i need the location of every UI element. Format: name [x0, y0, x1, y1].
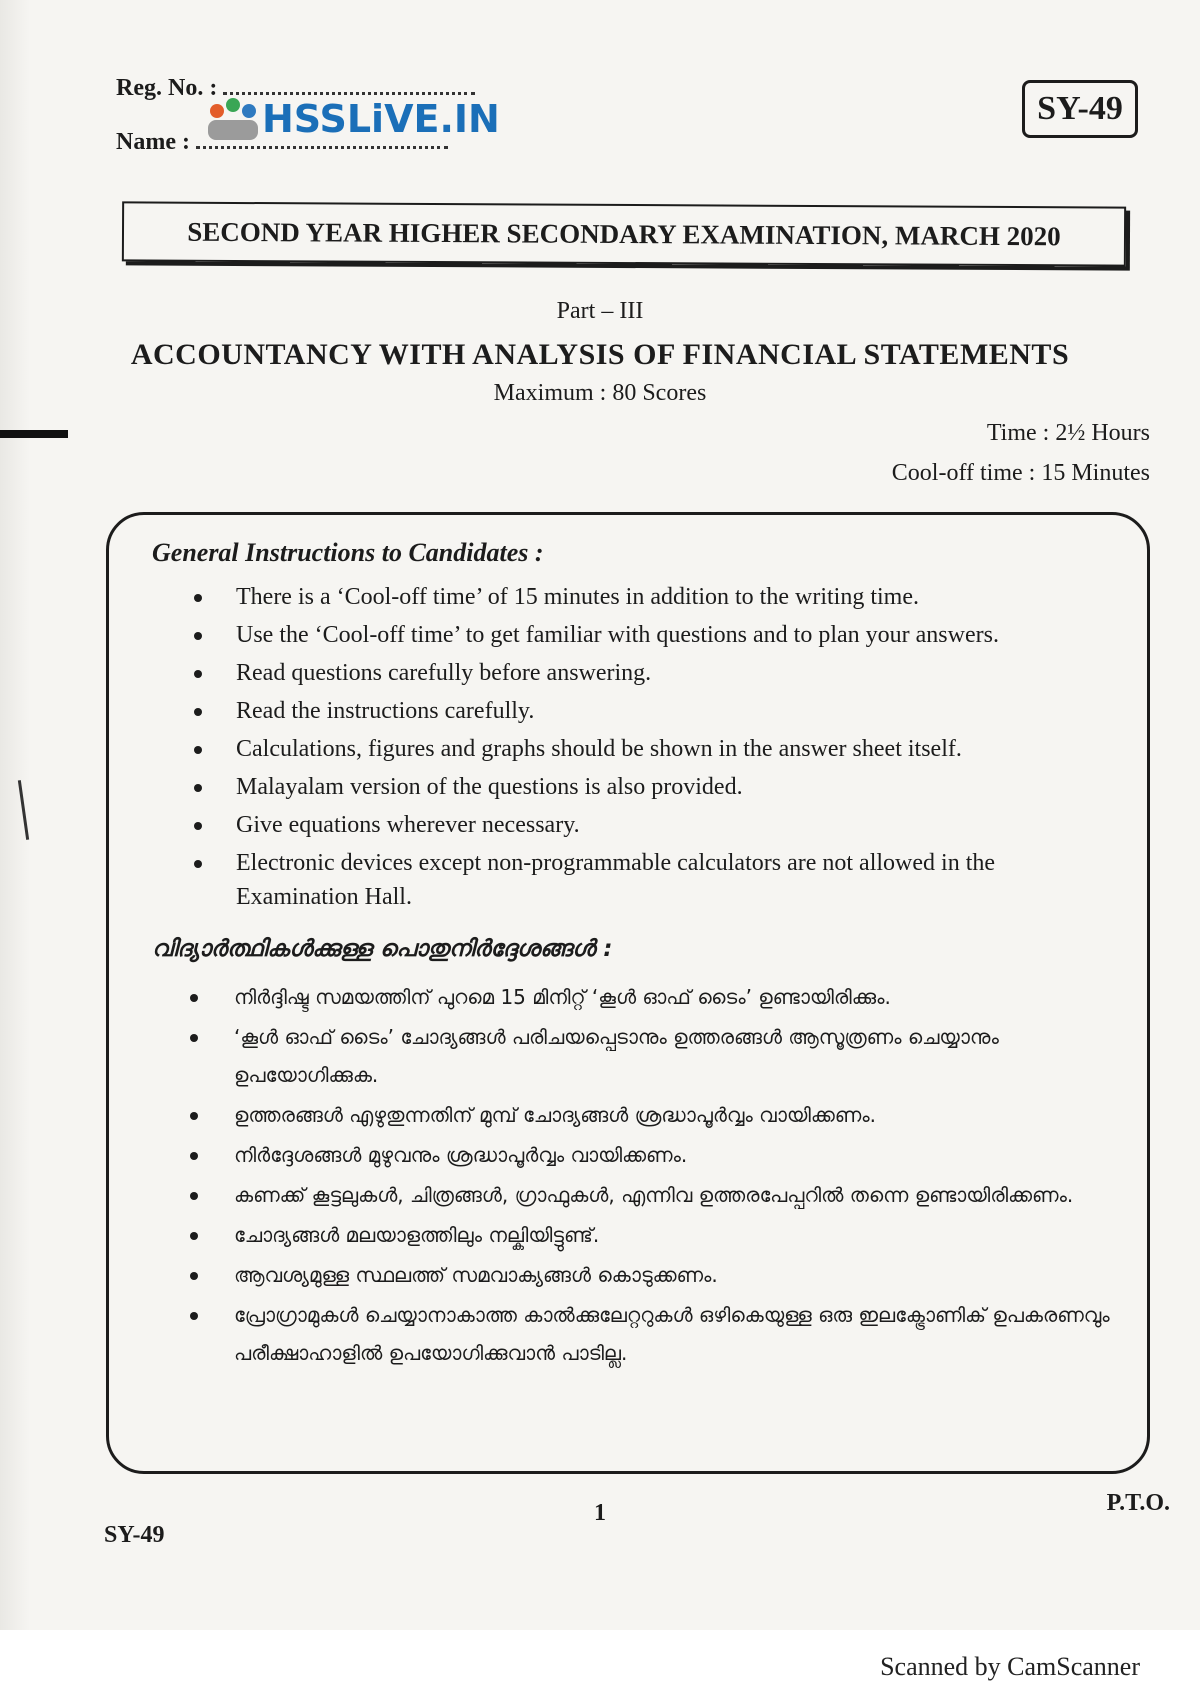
- bullet-icon: [194, 594, 202, 602]
- scan-mark: [0, 430, 68, 438]
- bullet-icon: [190, 1272, 198, 1280]
- bullet-icon: [194, 860, 202, 868]
- instruction-item-ml: പ്രോഗ്രാമുകൾ ചെയ്യാനാകാത്ത കാൽക്കുലേറ്ററുകൾ ഒഴികെയുള്ള ഒരു ഇലക്ട്രോണിക് ഉപകരണവും പരീക്ഷാഹാളിൽ ഉപയോഗിക്കുവാൻ പാടില്ല.: [186, 1296, 1122, 1372]
- reg-number-label: Reg. No. :: [116, 75, 218, 101]
- instruction-item-ml: നിർദ്ദിഷ്ട സമയത്തിന് പുറമെ 15 മിനിറ്റ് ‘കൂൾ ഓഫ് ടൈം’ ഉണ്ടായിരിക്കും.: [186, 978, 1122, 1016]
- exam-time: Time : 2½ Hours: [986, 420, 1150, 446]
- paper-edge-shadow: [0, 0, 30, 1698]
- paper-code-badge: SY-49: [1022, 80, 1138, 138]
- instruction-item: Read the instructions carefully.: [190, 694, 1100, 728]
- instruction-item: Malayalam version of the questions is also provided.: [190, 770, 1100, 804]
- footer-paper-code: SY-49: [104, 1522, 165, 1548]
- bullet-icon: [190, 1232, 198, 1240]
- subject-title: ACCOUNTANCY WITH ANALYSIS OF FINANCIAL STATEMENTS: [130, 338, 1070, 371]
- instructions-list-en: [190, 580, 1100, 918]
- bullet-icon: [194, 708, 202, 716]
- name-label: Name :: [116, 129, 190, 155]
- instruction-item: Calculations, figures and graphs should be shown in the answer sheet itself.: [190, 732, 1100, 766]
- instruction-item-ml: ആവശ്യമുള്ള സ്ഥലത്ത് സമവാക്യങ്ങൾ കൊടുക്കണം.: [186, 1256, 1122, 1294]
- people-logo-icon: [208, 96, 258, 142]
- bullet-icon: [194, 784, 202, 792]
- bullet-icon: [190, 1034, 198, 1042]
- pto-label: P.T.O.: [1106, 1490, 1170, 1516]
- exam-title: SECOND YEAR HIGHER SECONDARY EXAMINATION, MARCH 2020: [122, 201, 1126, 266]
- scanner-watermark: Scanned by CamScanner: [880, 1652, 1140, 1681]
- instruction-item-ml: ചോദ്യങ്ങൾ മലയാളത്തിലും നല്കിയിട്ടുണ്ട്.: [186, 1216, 1122, 1254]
- bullet-icon: [194, 822, 202, 830]
- maximum-score: Maximum : 80 Scores: [493, 380, 707, 406]
- instruction-item: Give equations wherever necessary.: [190, 808, 1100, 842]
- instructions-heading-ml: വിദ്യാർത്ഥികൾക്കുള്ള പൊതുനിർദ്ദേശങ്ങൾ :: [152, 936, 613, 962]
- instructions-heading-en: General Instructions to Candidates :: [152, 538, 544, 567]
- instruction-item: Read questions carefully before answering.: [190, 656, 1100, 690]
- reg-number-blank: [223, 74, 475, 95]
- logo-text: HSSLiVE.IN: [262, 97, 500, 141]
- bullet-icon: [190, 1312, 198, 1320]
- instruction-item: Use the ‘Cool-off time’ to get familiar with questions and to plan your answers.: [190, 618, 1100, 652]
- instruction-item-ml: ഉത്തരങ്ങൾ എഴുതുന്നതിന് മുമ്പ് ചോദ്യങ്ങൾ ശ്രദ്ധാപൂർവ്വം വായിക്കണം.: [186, 1096, 1122, 1134]
- instruction-item-ml: നിർദ്ദേശങ്ങൾ മുഴുവനും ശ്രദ്ധാപൂർവ്വം വായിക്കണം.: [186, 1136, 1122, 1174]
- exam-part: Part – III: [556, 298, 644, 324]
- bullet-icon: [194, 632, 202, 640]
- site-logo: [208, 96, 500, 142]
- page-number: 1: [594, 1500, 606, 1526]
- instruction-item-ml: കണക്ക് കൂട്ടലുകൾ, ചിത്രങ്ങൾ, ഗ്രാഫുകൾ, എന്നിവ ഉത്തരപേപ്പറിൽ തന്നെ ഉണ്ടായിരിക്കണം.: [186, 1176, 1122, 1214]
- instructions-list-ml: [186, 978, 1122, 1374]
- instruction-item: Electronic devices except non-programmable calculators are not allowed in the Examination Hall.: [190, 846, 1100, 914]
- bullet-icon: [194, 670, 202, 678]
- bullet-icon: [190, 1152, 198, 1160]
- bullet-icon: [194, 746, 202, 754]
- bullet-icon: [190, 994, 198, 1002]
- bullet-icon: [190, 1192, 198, 1200]
- cool-off-time: Cool-off time : 15 Minutes: [891, 460, 1150, 486]
- bullet-icon: [190, 1112, 198, 1120]
- instruction-item: There is a ‘Cool-off time’ of 15 minutes in addition to the writing time.: [190, 580, 1100, 614]
- instruction-item-ml: ‘കൂൾ ഓഫ് ടൈം’ ചോദ്യങ്ങൾ പരിചയപ്പെടാനും ഉത്തരങ്ങൾ ആസൂത്രണം ചെയ്യാനും ഉപയോഗിക്കുക.: [186, 1018, 1122, 1094]
